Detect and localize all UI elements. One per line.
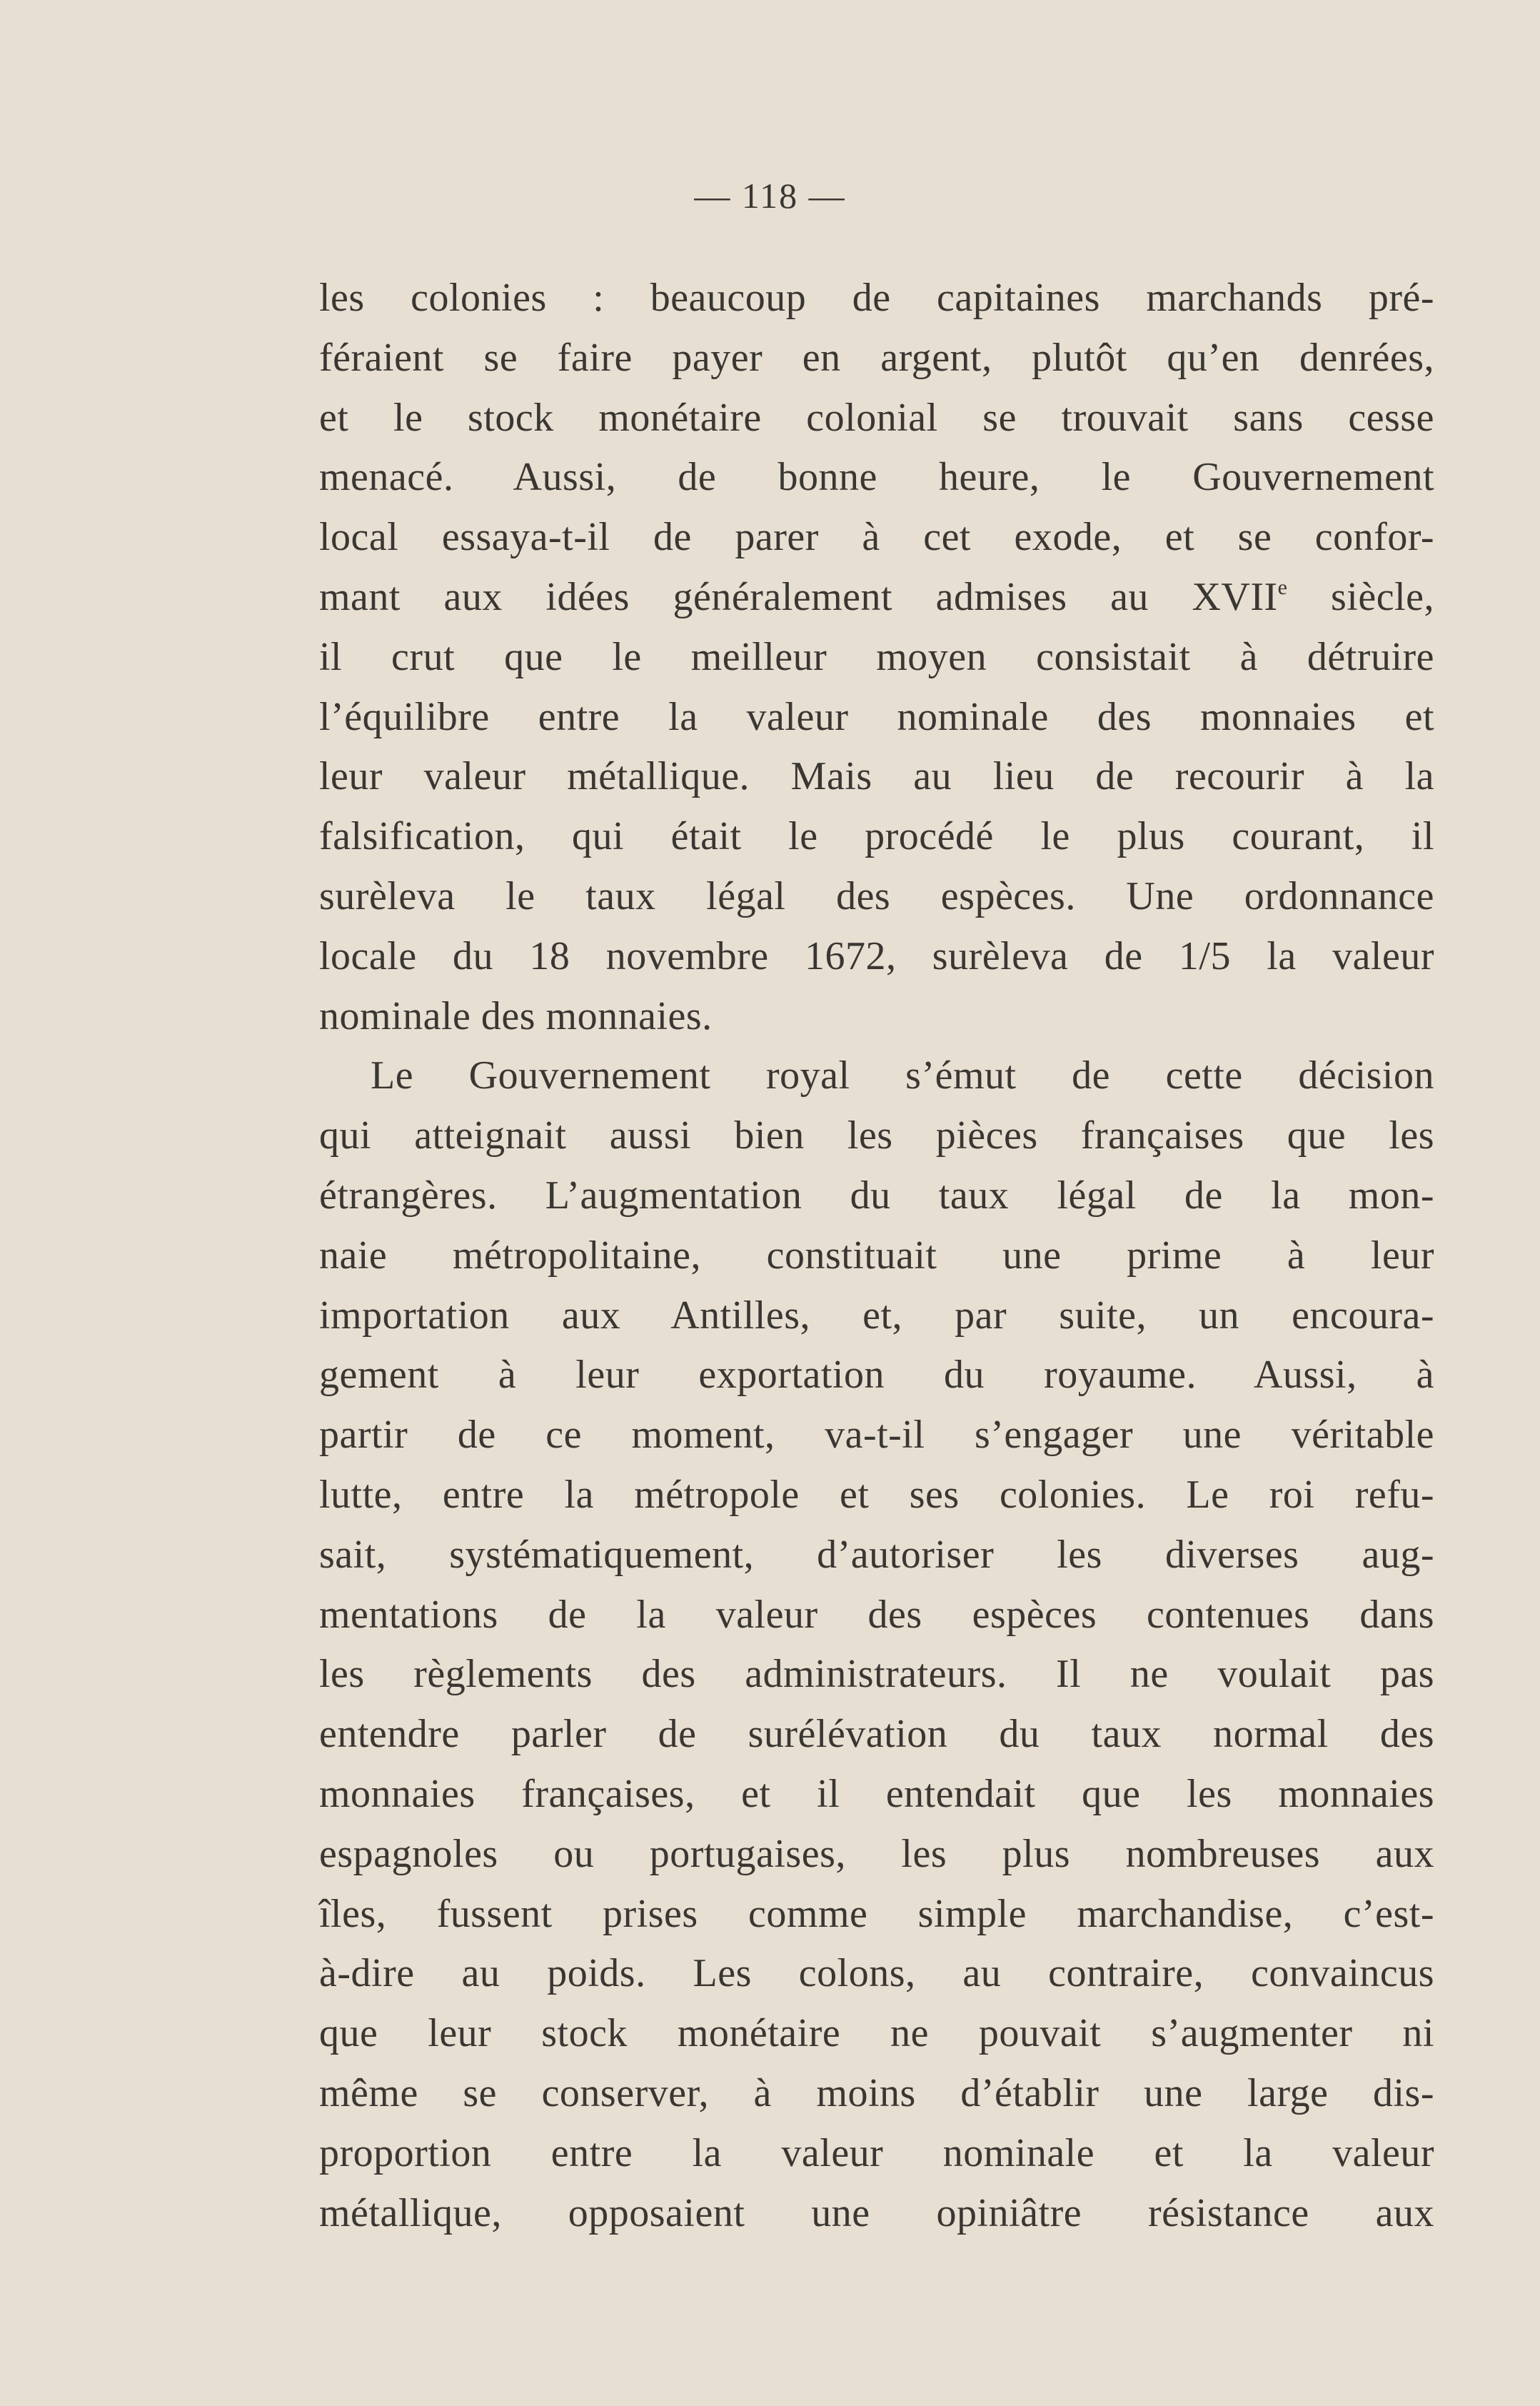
text-line: entendre parler de surélévation du taux normal des <box>319 1712 1434 1757</box>
text-line: partir de ce moment, va-t-il s’engager une véritable <box>319 1413 1434 1458</box>
text-line: mant aux idées généralement admises au XVIIe siècle, <box>319 574 1434 619</box>
text-line: les règlements des administrateurs. Il ne voulait pas <box>319 1652 1434 1697</box>
text-line: menacé. Aussi, de bonne heure, le Gouvernement <box>319 455 1434 500</box>
text-line: locale du 18 novembre 1672, surèleva de 1/5 la valeur <box>319 933 1434 978</box>
text-line: et le stock monétaire colonial se trouvait sans cesse <box>319 395 1434 440</box>
text-line: nominale des monnaies. <box>319 993 713 1038</box>
text-line: local essaya-t-il de parer à cet exode, et se confor- <box>319 515 1434 560</box>
text-line: mentations de la valeur des espèces contenues dans <box>319 1592 1434 1637</box>
text-line: que leur stock monétaire ne pouvait s’augmenter ni <box>319 2011 1434 2056</box>
text-line: importation aux Antilles, et, par suite, un encoura- <box>319 1293 1434 1338</box>
text-line: îles, fussent prises comme simple marchandise, c’est- <box>319 1891 1434 1936</box>
text-line: Le Gouvernement royal s’émut de cette décision <box>371 1053 1434 1098</box>
text-line: même se conserver, à moins d’établir une large dis- <box>319 2070 1434 2115</box>
text-line: sait, systématiquement, d’autoriser les diverses aug- <box>319 1532 1434 1577</box>
text-line: lutte, entre la métropole et ses colonies. Le roi refu- <box>319 1472 1434 1517</box>
text-line: féraient se faire payer en argent, plutôt qu’en denrées, <box>319 335 1434 380</box>
text-line: les colonies : beaucoup de capitaines marchands pré- <box>319 276 1434 320</box>
text-line: à-dire au poids. Les colons, au contraire, convaincus <box>319 1951 1434 1996</box>
text-line: espagnoles ou portugaises, les plus nombreuses aux <box>319 1831 1434 1876</box>
text-line: gement à leur exportation du royaume. Aussi, à <box>319 1353 1434 1398</box>
body-text <box>319 269 1434 2243</box>
text-line: l’équilibre entre la valeur nominale des monnaies et <box>319 694 1434 739</box>
text-line: monnaies françaises, et il entendait que les monnaies <box>319 1771 1434 1816</box>
text-line: étrangères. L’augmentation du taux légal de la mon- <box>319 1173 1434 1218</box>
text-line: proportion entre la valeur nominale et la valeur <box>319 2130 1434 2175</box>
text-line: surèleva le taux légal des espèces. Une ordonnance <box>319 873 1434 918</box>
text-line: métallique, opposaient une opiniâtre résistance aux <box>319 2190 1434 2235</box>
text-line: leur valeur métallique. Mais au lieu de recourir à la <box>319 754 1434 799</box>
text-line: falsification, qui était le procédé le plus courant, il <box>319 814 1434 859</box>
text-line: qui atteignait aussi bien les pièces françaises que les <box>319 1113 1434 1158</box>
text-line: naie métropolitaine, constituait une prime à leur <box>319 1233 1434 1278</box>
page-number: — 118 — <box>694 176 846 216</box>
text-line: il crut que le meilleur moyen consistait à détruire <box>319 634 1434 679</box>
